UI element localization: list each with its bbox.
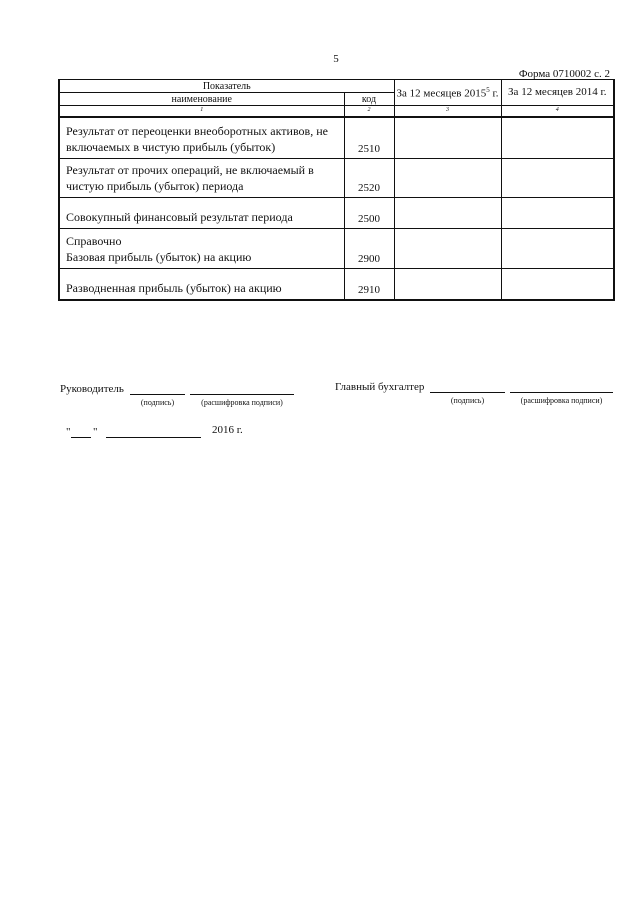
row-name-2510: Результат от переоценки внеоборотных активов, не включаемых в чистую прибыль (убыток) <box>59 117 344 159</box>
row-value-previous-2500[interactable] <box>501 198 614 229</box>
column-number-4: 4 <box>501 106 614 117</box>
financial-results-table <box>58 79 615 301</box>
accountant-signature-line[interactable] <box>430 391 505 393</box>
row-value-current-2510[interactable] <box>394 117 501 159</box>
page-number: 5 <box>333 53 339 65</box>
column-number-2: 2 <box>344 106 394 117</box>
row-code-2510: 2510 <box>344 117 394 159</box>
row-name-2900 <box>59 229 344 269</box>
header-code: код <box>344 93 394 106</box>
head-signature-caption: (подпись) <box>140 398 175 407</box>
table-row <box>59 159 614 198</box>
chief-accountant-label: Главный бухгалтер <box>335 381 425 393</box>
row-name-2500: Совокупный финансовый результат периода <box>59 198 344 229</box>
row-name-2910: Разводненная прибыль (убыток) на акцию <box>59 269 344 300</box>
table-row <box>59 229 614 269</box>
table-row <box>59 198 614 229</box>
date-quote-close: " <box>93 426 98 438</box>
form-code: Форма 0710002 с. 2 <box>518 68 610 80</box>
row-value-current-2500[interactable] <box>394 198 501 229</box>
head-decryption-caption: (расшифровка подписи) <box>201 398 283 407</box>
row-value-current-2900[interactable] <box>394 229 501 269</box>
column-number-3: 3 <box>394 106 501 117</box>
accountant-decryption-line[interactable] <box>510 391 613 393</box>
date-year: 2016 г. <box>212 424 243 436</box>
row-note-reference: Справочно <box>66 234 122 248</box>
row-value-previous-2520[interactable] <box>501 159 614 198</box>
accountant-signature-caption: (подпись) <box>450 396 485 405</box>
row-code-2520: 2520 <box>344 159 394 198</box>
row-value-current-2910[interactable] <box>394 269 501 300</box>
header-footnote-mark: 5 <box>486 86 490 95</box>
date-quote-open: " <box>66 426 71 438</box>
header-period-previous: За 12 месяцев 2014 г. <box>501 80 614 106</box>
row-code-2900: 2900 <box>344 229 394 269</box>
header-name: наименование <box>59 93 344 106</box>
header-period-current-suffix: г. <box>489 87 499 100</box>
row-code-2910: 2910 <box>344 269 394 300</box>
header-indicator: Показатель <box>59 80 394 93</box>
header-period-current <box>394 80 501 106</box>
accountant-decryption-caption: (расшифровка подписи) <box>520 396 603 405</box>
row-value-current-2520[interactable] <box>394 159 501 198</box>
head-decryption-line[interactable] <box>190 393 294 395</box>
head-signature-line[interactable] <box>130 393 185 395</box>
date-day-line[interactable] <box>71 436 91 438</box>
table-row <box>59 269 614 300</box>
head-label: Руководитель <box>60 383 124 395</box>
header-period-current-label: За 12 месяцев 2015 <box>396 87 487 100</box>
row-value-previous-2900[interactable] <box>501 229 614 269</box>
row-value-previous-2510[interactable] <box>501 117 614 159</box>
row-value-previous-2910[interactable] <box>501 269 614 300</box>
column-number-1: 1 <box>59 106 344 117</box>
date-month-line[interactable] <box>106 436 201 438</box>
row-name-2900-label: Базовая прибыль (убыток) на акцию <box>66 250 252 264</box>
table-row <box>59 117 614 159</box>
row-code-2500: 2500 <box>344 198 394 229</box>
row-name-2520: Результат от прочих операций, не включаемый в чистую прибыль (убыток) периода <box>59 159 344 198</box>
